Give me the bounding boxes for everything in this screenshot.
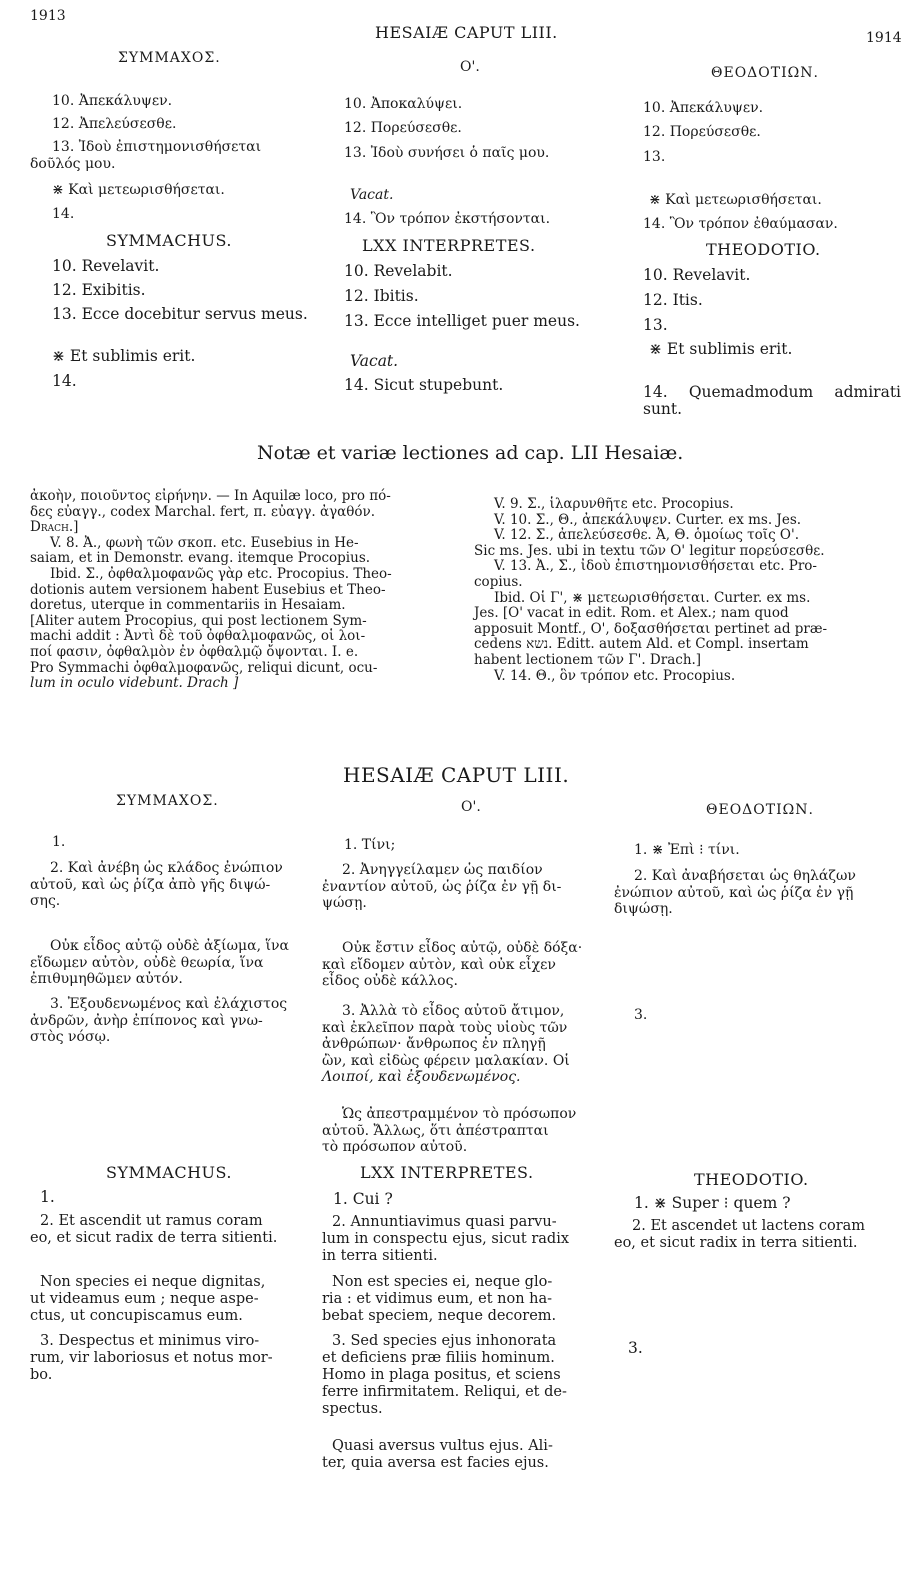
text-line: 3. Ἀλλὰ τὸ εἶδος αὐτοῦ ἄτιμον, (342, 1003, 565, 1019)
text-line: Λοιποί, καὶ ἐξουδενωμένος. (322, 1069, 521, 1085)
note-line: V. 13. Ἀ., Σ., ἰδοὺ ἐπιστημονισθήσεται etc. Pro- (494, 558, 817, 575)
lower-symm-la-v1: 1. (40, 1188, 55, 1206)
lower-lxx-gr-v2 (322, 862, 604, 912)
lower-head-symmachus-gr: ΣΥΜΜΑΧΟΣ. (116, 793, 219, 809)
upper-symm-gr-line: δοῦλός μου. (30, 156, 116, 172)
text-line: 2. Καὶ ἀναβήσεται ὡς θηλάζων (634, 868, 856, 884)
lower-symm-la-v2b (30, 1274, 312, 1325)
lower-lxx-la-v2b (322, 1274, 606, 1325)
text-line: ter, quia aversa est facies ejus. (322, 1455, 549, 1471)
note-line: Sic ms. Jes. ubi in textu τῶν Ο' legitur πορεύσεσθε. (474, 542, 825, 559)
note-line: doretus, uterque in commentariis in Hesaiam. (30, 597, 346, 614)
text-line: 2. Annuntiavimus quasi parvu- (332, 1214, 557, 1230)
note-line: δες εὐαγγ., codex Marchal. fert, π. εὐαγγ. ἀγαθόν. (30, 503, 376, 520)
text-line: lum in conspectu ejus, sicut radix (322, 1231, 570, 1247)
lower-theod-la-v1: 1. ⋇ Super ⁝ quem ? (634, 1194, 791, 1212)
text-line: καὶ ἐκλεῖπον παρὰ τοὺς υἱοὺς τῶν (322, 1019, 568, 1036)
note-line: Ibid. Σ., ὀφθαλμοφανῶς γὰρ etc. Procopius. Theo- (50, 565, 392, 582)
text-line: ria : et vidimus eum, et non ha- (322, 1291, 553, 1307)
text-line: διψώσῃ. (614, 901, 673, 917)
upper-symm-la-line: 12. Exibitis. (52, 281, 146, 299)
upper-theod-gr-line: 10. Ἀπεκάλυψεν. (643, 100, 764, 116)
note-line: copius. (474, 573, 523, 590)
upper-theod-gr-line: 13. (643, 149, 666, 165)
upper-symm-gr-line: ⋇ Καὶ μετεωρισθήσεται. (52, 182, 225, 198)
text-line: Quasi aversus vultus ejus. Ali- (332, 1438, 553, 1454)
upper-lxx-gr-line: Vacat. (350, 187, 394, 203)
lower-head-lxx-la: LXX INTERPRETES. (360, 1163, 534, 1182)
upper-lxx-la-line: 13. Ecce intelliget puer meus. (344, 312, 580, 330)
note-line: Ibid. Οἱ Γ', ⋇ μετεωρισθήσεται. Curter. ex ms. (494, 589, 811, 606)
upper-lxx-la-line: 12. Ibitis. (344, 287, 419, 305)
text-line: ἐνώπιον αὐτοῦ, καὶ ὡς ῥίζα ἐν γῇ (614, 884, 854, 901)
lower-symm-gr-v2 (30, 860, 310, 910)
upper-symm-la-line: 14. (52, 372, 77, 390)
note-line: Drach.] (30, 519, 79, 536)
note-line: Pro Symmachi ὀφθαλμοφανῶς, reliqui dicunt, ocu- (30, 659, 378, 676)
lower-head-theod-gr: ΘΕΟΔΟΤΙΩΝ. (706, 802, 814, 818)
text-line: εἶδος οὐδὲ κάλλος. (322, 973, 458, 989)
note-line: V. 10. Σ., Θ., ἀπεκάλυψεν. Curter. ex ms. Jes. (494, 511, 802, 528)
text-line: in terra sitienti. (322, 1248, 438, 1264)
text-line: σης. (30, 893, 61, 909)
running-head: HESAIÆ CAPUT LIII. (375, 23, 558, 42)
text-line: 3. Despectus et minimus viro- (40, 1333, 260, 1349)
upper-theod-la-line: 12. Itis. (643, 291, 703, 309)
notes-left-column (30, 489, 448, 692)
lower-head-lxx-gr: Ο'. (461, 799, 481, 815)
note-line: V. 14. Θ., ὃν τρόπον etc. Procopius. (494, 667, 736, 684)
upper-theod-gr-line: 14. Ὃν τρόπον ἐθαύμασαν. (643, 216, 838, 232)
lower-lxx-gr-v3 (322, 1003, 604, 1086)
lower-lxx-gr-v1: 1. Τίνι; (344, 837, 396, 853)
note-line: Jes. [Ο' vacat in edit. Rom. et Alex.; nam quod (474, 605, 789, 622)
upper-lxx-la-line: Vacat. (350, 352, 399, 370)
text-line: Homo in plaga positus, et sciens (322, 1367, 561, 1383)
lower-theod-gr-v3: 3. (634, 1007, 648, 1023)
lower-head-symmachus-la: SYMMACHUS. (106, 1163, 232, 1182)
upper-symm-la-line: 10. Revelavit. (52, 257, 160, 275)
upper-symm-la-line: ⋇ Et sublimis erit. (52, 347, 196, 365)
upper-symm-gr-line: 12. Ἀπελεύσεσθε. (52, 116, 177, 132)
text-line: 2. Ἀνηγγείλαμεν ὡς παιδίον (342, 862, 543, 878)
upper-head-theod-la: THEODOTIO. (706, 240, 821, 259)
text-line: Ὡς ἀπεστραμμένον τὸ πρόσωπον (342, 1106, 577, 1122)
lower-theod-la-v2 (614, 1218, 904, 1252)
text-line: τὸ πρόσωπον αὐτοῦ. (322, 1139, 468, 1155)
note-line: cedens נשא. Editt. autem Ald. et Compl. insertam (474, 636, 809, 653)
text-line: bo. (30, 1367, 53, 1383)
lower-lxx-la-v2 (322, 1214, 606, 1265)
lower-lxx-la-v3b (322, 1438, 606, 1472)
upper-head-theod-gr: ΘΕΟΔΟΤΙΩΝ. (711, 65, 819, 81)
upper-head-symmachus-gr: ΣΥΜΜΑΧΟΣ. (118, 50, 221, 66)
text-line: καὶ εἴδομεν αὐτὸν, καὶ οὐκ εἶχεν (322, 956, 556, 973)
text-line: spectus. (322, 1401, 383, 1417)
text-line: 3. Ἐξουδενωμένος καὶ ἐλάχιστος (50, 996, 288, 1012)
lower-symm-gr-v2b (30, 938, 310, 988)
upper-theod-la-line (643, 385, 901, 401)
text-line: ψώσῃ. (322, 895, 367, 911)
text-line: eo, et sicut radix in terra sitienti. (614, 1235, 858, 1251)
lower-lxx-gr-v2b (322, 940, 604, 990)
text-line: Non species ei neque dignitas, (40, 1274, 266, 1290)
text-line: eo, et sicut radix de terra sitienti. (30, 1230, 278, 1246)
lower-symm-gr-v1: 1. (52, 834, 66, 850)
lower-symm-la-v3 (30, 1333, 312, 1384)
text-line: Οὐκ εἶδος αὐτῷ οὐδὲ ἀξίωμα, ἵνα (50, 938, 289, 954)
lower-lxx-la-v3 (322, 1333, 606, 1418)
lower-title: HESAIÆ CAPUT LIII. (343, 763, 570, 787)
upper-lxx-gr-line: 12. Πορεύσεσθε. (344, 120, 462, 136)
note-line: saiam, et in Demonstr. evang. itemque Procopius. (30, 550, 371, 567)
text-line: et deficiens præ filiis hominum. (322, 1350, 555, 1366)
text-line: 3. Sed species ejus inhonorata (332, 1333, 557, 1349)
page-number-right: 1914 (866, 30, 902, 46)
upper-theod-la-line: ⋇ Et sublimis erit. (649, 340, 793, 358)
text-line: 2. Καὶ ἀνέβη ὡς κλάδος ἐνώπιον (50, 860, 283, 876)
upper-head-lxx-la: LXX INTERPRETES. (362, 236, 536, 255)
upper-head-lxx-gr: Ο'. (460, 59, 480, 75)
lower-theod-la-v3: 3. (628, 1339, 643, 1357)
lower-symm-la-v2 (30, 1213, 312, 1247)
text-line: ἀνδρῶν, ἀνὴρ ἐπίπονος καὶ γνω- (30, 1012, 263, 1029)
note-line: machi addit : Ἀντὶ δὲ τοῦ ὀφθαλμοφανῶς, οἱ λοι- (30, 628, 366, 645)
text-line: ἀνθρώπων· ἄνθρωπος ἐν πληγῇ (322, 1036, 546, 1052)
text-line: στὸς νόσῳ. (30, 1029, 111, 1045)
upper-lxx-la-line: 14. Sicut stupebunt. (344, 376, 504, 394)
text-line: bebat speciem, neque decorem. (322, 1308, 557, 1324)
text-line: Οὐκ ἔστιν εἶδος αὐτῷ, οὐδὲ δόξα· (342, 940, 583, 956)
text-line: 2. Et ascendit ut ramus coram (40, 1213, 263, 1229)
lower-lxx-gr-v3b (322, 1106, 604, 1156)
text-line: αὐτοῦ. Ἄλλως, ὅτι ἀπέστραπται (322, 1122, 549, 1139)
text-line: ferre infirmitatem. Reliqui, et de- (322, 1384, 567, 1400)
text-line: ut videamus eum ; neque aspe- (30, 1291, 259, 1307)
text-line: ἐπιθυμηθῶμεν αὐτόν. (30, 971, 183, 987)
note-line: V. 8. Ἀ., φωνὴ τῶν σκοπ. etc. Eusebius in He- (50, 534, 359, 551)
upper-theod-gr-line: 12. Πορεύσεσθε. (643, 124, 761, 140)
note-line: ἀκοὴν, ποιοῦντος εἰρήνην. — In Aquilæ loco, pro πό- (30, 488, 391, 504)
upper-symm-gr-line: 10. Ἀπεκάλυψεν. (52, 93, 173, 109)
upper-head-symmachus-la: SYMMACHUS. (106, 231, 232, 250)
lower-symm-gr-v3 (30, 996, 310, 1046)
upper-theod-la-line: sunt. (643, 400, 683, 418)
upper-theod-gr-line: ⋇ Καὶ μετεωρισθήσεται. (649, 192, 822, 208)
lower-lxx-la-v1: 1. Cui ? (333, 1190, 393, 1208)
text-line: ctus, ut concupiscamus eum. (30, 1308, 243, 1324)
text-line: Non est species ei, neque glo- (332, 1274, 553, 1290)
notes-title: Notæ et variæ lectiones ad cap. LII Hesaiæ. (257, 442, 684, 464)
note-line: V. 12. Σ., ἀπελεύσεσθε. Ἀ, Θ. ὁμοίως τοῖς Ο'. (494, 527, 799, 544)
lower-head-theod-la: THEODOTIO. (694, 1170, 809, 1189)
note-line: [Aliter autem Procopius, qui post lectionem Sym- (30, 612, 367, 629)
upper-theod-la-line: 10. Revelavit. (643, 266, 751, 284)
text-line: ὢν, καὶ εἰδὼς φέρειν μαλακίαν. Οἱ (322, 1052, 570, 1069)
text-line: rum, vir laboriosus et notus mor- (30, 1350, 273, 1366)
notes-right-column (474, 497, 902, 684)
upper-lxx-gr-line: 10. Ἀποκαλύψει. (344, 96, 463, 112)
lower-theod-gr-v1: 1. ⋇ Ἐπὶ ⁝ τίνι. (634, 842, 740, 858)
note-line: dotionis autem versionem habent Eusebius et Theo- (30, 581, 386, 598)
note-line: lum in oculo videbunt. Drach ] (30, 675, 239, 692)
note-line: V. 9. Σ., ἱλαρυνθῆτε etc. Procopius. (494, 496, 734, 512)
note-line: ποί φασιν, ὀφθαλμὸν ἐν ὀφθαλμῷ ὄψονται. I. e. (30, 643, 359, 660)
note-line: apposuit Montf., Ο', δοξασθήσεται pertinet ad præ- (474, 620, 828, 637)
upper-symm-gr-line: 13. Ἰδοὺ ἐπιστημονισθήσεται (52, 139, 262, 155)
upper-symm-la-line: 13. Ecce docebitur servus meus. (52, 305, 308, 323)
upper-lxx-la-line: 10. Revelabit. (344, 262, 453, 280)
lower-theod-gr-v2 (614, 868, 904, 918)
upper-symm-gr-line: 14. (52, 206, 75, 222)
upper-theod-la-line: 13. (643, 316, 668, 334)
text-line: εἴδωμεν αὐτὸν, οὐδὲ θεωρία, ἵνα (30, 954, 264, 971)
text-line: αὐτοῦ, καὶ ὡς ῥίζα ἀπὸ γῆς διψώ- (30, 876, 271, 893)
note-line: habent lectionem τῶν Γ'. Drach.] (474, 651, 702, 668)
text-line: ἐναντίον αὐτοῦ, ὡς ῥίζα ἐν γῇ δι- (322, 878, 562, 895)
page-number-left: 1913 (30, 8, 66, 24)
upper-lxx-gr-line: 13. Ἰδοὺ συνήσει ὁ παῖς μου. (344, 145, 550, 161)
text-line: 2. Et ascendet ut lactens coram (632, 1218, 866, 1234)
upper-lxx-gr-line: 14. Ὃν τρόπον ἐκστήσονται. (344, 211, 551, 227)
theod-la-14-number: 14. Quemadmodum admirati (643, 383, 901, 401)
